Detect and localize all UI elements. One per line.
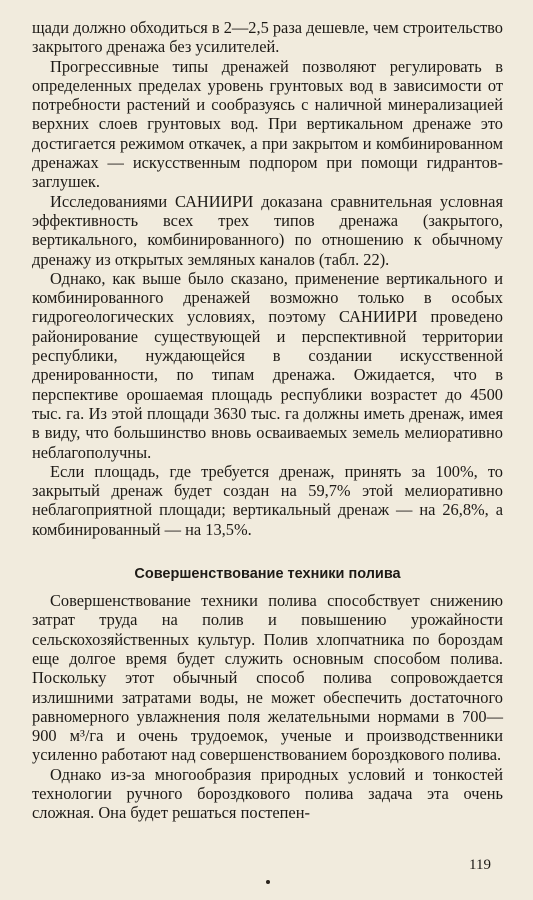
paragraph-continuation: щади должно обходиться в 2—2,5 раза дешевле, чем строительство закрытого дренажа без усилителей. xyxy=(32,18,504,57)
print-dot xyxy=(266,880,270,884)
paragraph-saniiri-research: Исследованиями САНИИРИ доказана сравнительная условная эффективность всех трех типов дренажа (закрытого, вертикального, комбинированного) по отношению к обычному дренажу из открытых земляных каналов (табл. 22). xyxy=(32,191,503,269)
page-number: 119 xyxy=(469,857,491,873)
paragraph-irrigation-technique: Совершенствование техники полива способствует снижению затрат труда на полив и повышению урожайности сельскохозяйственных культур. Полив хлопчатника по бороздам еще долгое время будет служить основным способом полива. Поскольку этот обычный способ полива сопровождается излишними затратами воды, не может обеспечить достаточного равномерного увлажнения поля желательными нормами в 700—900 м³/га и очень трудоемок, ученые и производственники усиленно работают над совершенствованием бороздкового полива. xyxy=(32,591,503,765)
paragraph-zoning: Однако, как выше было сказано, применение вертикального и комбинированного дренажей возможно только в особых гидрогеологических условиях, поэтому САНИИРИ проведено районирование существующей и перспективной территории республики, нуждающейся в создании искусственной дренированности, по типам дренажа. Ожидается, что в перспективе орошаемая площадь республики возрастет до 4500 тыс. га. Из этой площади 3630 тыс. га должны иметь дренаж, имея в виду, что большинство вновь осваиваемых земель мелиоративно неблагополучны. xyxy=(32,268,503,462)
paragraph-drainage-shares: Если площадь, где требуется дренаж, принять за 100%, то закрытый дренаж будет создан на 59,7% этой мелиоративно неблагоприятной площади; вертикальный дренаж — на 26,8%, а комбинированный — на 13,5%. xyxy=(32,461,503,539)
section-heading: Совершенствование техники полива xyxy=(134,566,401,583)
paragraph-irrigation-complexity: Однако из-за многообразия природных условий и тонкостей технологии ручного бороздкового полива задача эта очень сложная. Она будет решаться постепен- xyxy=(32,764,503,823)
paragraph-drainage-regulation: Прогрессивные типы дренажей позволяют регулировать в определенных пределах уровень грунтовых вод в зависимости от потребности растений и сообразуясь с наличной минерализацией верхних слоев грунтовых вод. При вертикальном дренаже это достигается режимом откачек, а при закрытом и комбинированном дренажах — искусственным подпором при помощи гидрантов-заглушек. xyxy=(32,56,503,192)
